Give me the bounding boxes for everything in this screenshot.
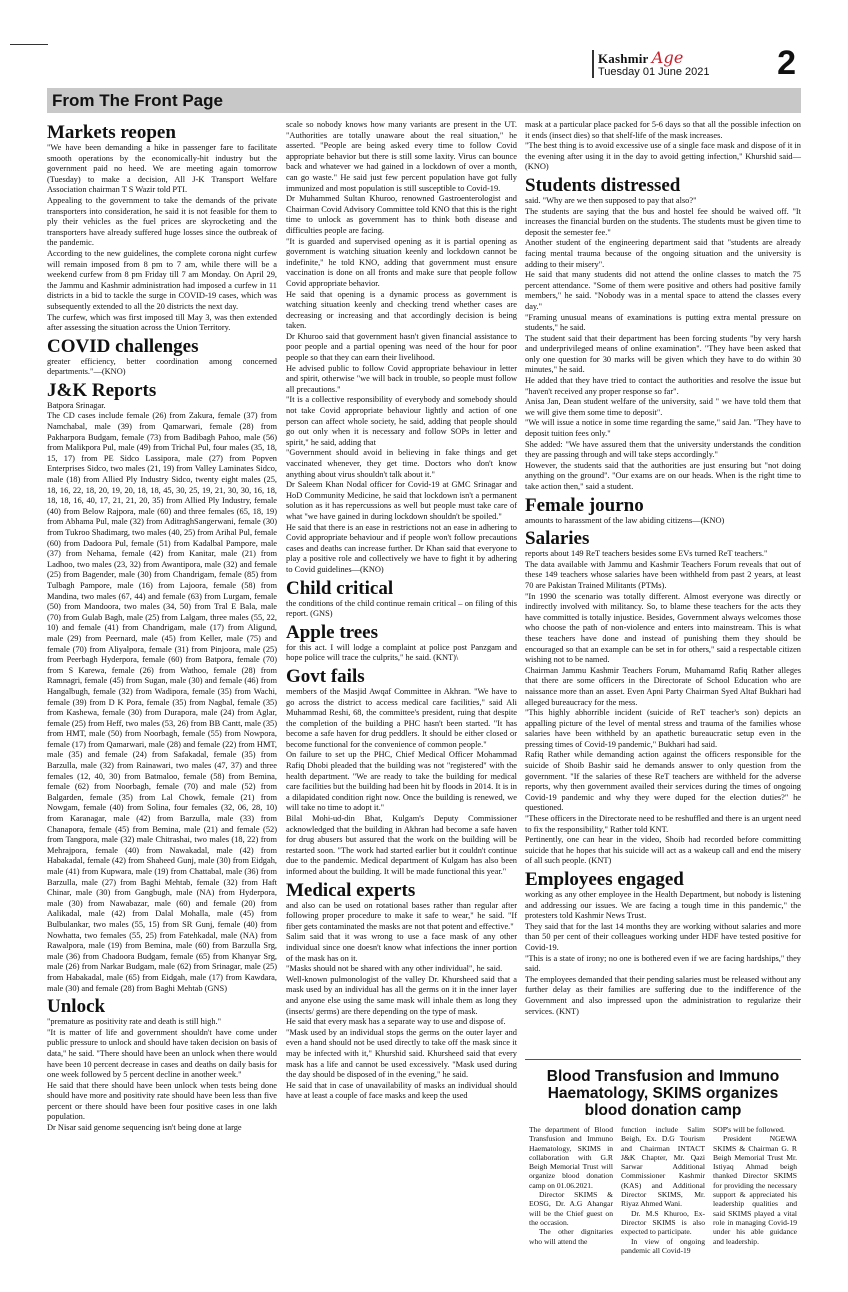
- article-paragraph: "This highly abhorrible incident (suicide of ReT teacher's son) depicts an appalling picture of the level of mental stress and trauma of the families whose salaries have been withheld by an apathetic bureaucratic setup even in the pressing times of Covid-19 pandemic," Bukhari had said.: [525, 708, 801, 749]
- headline-students-distressed: Students distressed: [525, 174, 681, 196]
- article-paragraph: Dr Saleem Khan Nodal officer for Covid-19 at GMC Srinagar and HoD Community Medicine, he said that lockdown isn't a permanent solution as it has repercussions as well but people must take care of what "we have gained in during lockdown shouldn't be spoiled.": [286, 480, 517, 521]
- masthead-name-kashmir: Kashmir: [598, 51, 649, 66]
- article-paragraph: Rafiq Rather while demanding action against the officers responsible for the suicide of Shoib Bashir said he demands answer to only question from the government. "If the salaries of these ReT teachers are withheld for the adverse reports, why then government availed their services during the times of ongoing Covid-19 pandemic and why they were duped for the election duties?" he questioned.: [525, 750, 801, 813]
- article-paragraph: He said that in case of unavailability of masks an individual should have at least a couple of face masks and keep the used: [286, 1080, 517, 1101]
- headline-markets-reopen: Markets reopen: [47, 122, 176, 143]
- article-paragraph: He said that there should have been unlock when tests being done should have more and positivity rate should have been less than five percent or there should have been four positive cases in one lakh population.: [47, 1080, 277, 1122]
- article-paragraph: In view of ongoing pandemic all Covid-19: [621, 1236, 705, 1255]
- article-paragraph: for this act. I will lodge a complaint at police post Panzgam and hope police will trace the culprits," he said. (KNT)\: [286, 642, 517, 663]
- article-paragraph: Dr. M.S Khuroo, Ex-Director SKIMS is also expected to participate.: [621, 1208, 705, 1237]
- article-paragraph: Pertinently, one can hear in the video, Shoib had recorded before committing suicide that he hopes that his suicide will act as a wakeup call and end the misery of all such people. (KNT): [525, 835, 801, 866]
- article-paragraph: reports about 149 ReT teachers besides some EVs turned ReT teachers.": [525, 549, 768, 559]
- article-paragraph: The students are saying that the bus and hostel fee should be waived off. "It increases the financial burden on the students. The students must be given time to deposit the semester fee.": [525, 206, 801, 237]
- article-paragraph: "It is guarded and supervised opening as it is partial opening as government is watching situation keenly and lockdown cannot be indefinite," he told KNO, adding that government must ensure vaccination is done on all fronts and make sure that people follow Covid appropriate behavior.: [286, 236, 517, 288]
- article-paragraph: SOP's will be followed.: [713, 1125, 785, 1134]
- article-paragraph: function include Salim Beigh, Ex. D.G Tourism and Chairman INTACT J&K Chapter, Mr. Qazi Sarwar Additional Commissioner Kashmir (KAS) and Additional Director SKIMS, Mr. Riyaz Ahmed Wani.: [621, 1125, 705, 1209]
- article-paragraph: They said that for the last 14 months they are working without salaries and more than 50 per cent of their colleagues working under HDF have tested positive for Covid-19.: [525, 921, 801, 952]
- page-number: 2: [777, 44, 796, 82]
- masthead-date: Tuesday 01 June 2021: [598, 66, 710, 78]
- article-paragraph: "We will issue a notice in some time regarding the same," said Jan. "They have to deposit tuition fees only.": [525, 418, 801, 439]
- article-paragraph: "It is a collective responsibility of everybody and somebody should not take Covid appropriate behaviour lightly and action of one person can affect whole society, he said, adding that people should go out only when it is necessary and follow SOPs in letter and spirit," he said, adding that: [286, 395, 517, 447]
- article-paragraph: "These officers in the Directorate need to be reshuffled and there is an urgent need to fix the responsibility," Rather told KNT.: [525, 814, 801, 834]
- article-paragraph: Another student of the engineering department said that "students are already facing mental trauma because of the ongoing situation and the university is adding to their misery".: [525, 238, 801, 269]
- headline-salaries: Salaries: [525, 528, 590, 550]
- article-paragraph: "We have been demanding a hike in passenger fare to facilitate smooth operations by the economically-hit industry but the government paid no heed. We are meeting again tomorrow (Tuesday) to make a decision, All J-K Transport Welfare Association chairman T S Wazir told PTI.: [47, 143, 277, 195]
- article-paragraph: The department of Blood Transfusion and Immuno Haematology, SKIMS in collaboration with G.R Beigh Memorial Trust will organize blood donation camp on 01.06.2021.: [529, 1125, 613, 1190]
- article-paragraph: Dr Nisar said genome sequencing isn't being done at large: [47, 1123, 242, 1133]
- blood-camp-columns: [525, 1125, 801, 1255]
- article-paragraph: Appealing to the government to take the demands of the private transporters into consideration, he said it is not feasible for them to ply their vehicles as the fuel prices are skyrocketing and the transporters have already suffered huge losses since the outbreak of the pandemic.: [47, 195, 277, 248]
- blood-camp-article: [525, 1059, 801, 1255]
- masthead-name-age: Age: [651, 48, 684, 67]
- article-paragraph: She added: "We have assured them that the university understands the condition they are passing through and will take steps accordingly.": [525, 439, 801, 460]
- article-paragraph: amounts to harassment of the law abiding citizens—(KNO): [525, 515, 725, 525]
- article-paragraph: members of the Masjid Awqaf Committee in Akhran. "We have to go across the district to access medical care facilities," said Ali Muhammad Reshi, 68, the committee's president, ruing that despite the completion of the building a PHC hasn't been started. "It has become a safe haven for drug peddlers. It should be either closed or become functional for the convenience of common people.": [286, 686, 517, 749]
- article-paragraph: Dr Muhammed Sultan Khuroo, renowned Gastroenterologist and Chairman Covid Advisory Committee told KNO that this is the right time to unlock as government has to think both disease and difficulties people are facing.: [286, 194, 517, 235]
- article-paragraph: He said that many students did not attend the online classes to match the 75 percent attendance. "Some of them were positive and others had positive family members," he said. "Nobody was in a mental space to attend the classes every day.": [525, 270, 801, 311]
- headline-apple-trees: Apple trees: [286, 621, 378, 643]
- blood-camp-headline: Blood Transfusion and Immuno Haematology, SKIMS organizes blood donation camp: [546, 1068, 780, 1119]
- top-left-rule: [10, 44, 48, 45]
- masthead-name: [598, 48, 776, 67]
- article-paragraph: The CD cases include female (26) from Zakura, female (37) from Namchabal, male (39) from Qamarwari, female (28) from Pakharpora Budgam, female (73) from Badibagh Pahoo, male (56) from Malikpora Pul, male (49) from Trichal Pul, four males (35, 18, 15, 17) from PE Sidco Lassipora, male (27) from Popven Enterprises Sidco, two males (21, 19) from Valley Laminates Sidco, male (18) from Allied Ply Industry Sidco, twenty eight males (25, 18, 16, 22, 18, 20, 19, 20, 18, 18, 45, 30, 25, 19, 21, 30, 30, 16, 18, 18, 18, 16, 40, 17, 21, 21, 20, 35) from Allied Ply Industry, female (40) from Below Rajpora, male (60) and three females (65, 18, 19) from Abhama Pul, male (32) from AditraghSangerwani, female (30) from Tukroo Shadimarg, two males (40, 25) from Arihal Pul, female (60) from Dadoora Pul, female (51) from Kadalbal Pampore, male (37) from Nehama, female (42) from Kanitar, male (21) from Ladhoo, two males (23, 32) from Awantipora, male (32) and female (25) from Bagender, male (30) from Chandrigam, female (85) from Tulbagh Pampore, male (16) from Lajoora, female (58) from Mandina, two males (67, 44) and female (63) from Lurgam, female (50) from Mandoora, two males (34, 50) from Tral E Bala, male (70) from Gulab Bagh, male (25) from Lalgam, three males (55, 22, 10) and female (41) from Chandrigam, male (17) from Aligund, male (29) from Peernard, male (45) from Keller, male (75) and female (70) from Aliyalpora, female (31) from Pinjoora, male (25) from Peerbagh Hyderpora, female (60) from Batpora, female (70) from S Karewa, female (26) from Wathoo, female (28) from Ramnagri, female (45) from Sugan, male (30) and female (46) from Hangalbugh, female (32) from Wadipora, female (35) from Wachi, female (39) from D K Pora, female (35) from Nagbal, female (35) from Kashewa, female (30) from Durapora, male (24) from Aglar, female (25) from Heff, two males (53, 26) from BB Cantt, male (35) from HMT, male (50) from Noorbagh, female (55) from Nowpora, female (17) from Qamarwari, male (28) and female (22) from HMT, male (35) and female (24) from Safakadal, female (35) from Barzulla, male (32) from Rainawari, two males (47, 37) and three females (12, 40, 30) from Batmaloo, female (58) from Bemina, female (62) from Noorbagh, female (70) and male (52) from Balgarden, female (35) from Lal Chowk, female (21) from Nowgam, female (40) from Solina, four females (32, 06, 28, 10) from Karanagar, male (42) from Barzulla, male (33) from Chanapora, female (45) from Bemina, male (21) and female (52) from Tangpora, male (32) male Chitrashai, two males (18, 22) from Mehrajpora, female (40) from Nawakadal, male (42) from Habakadal, female (42) from Shaheed Gunj, male (30) from Eidgah, male (41) from Kupwara, male (19) from Chattabal, male (36) from Barzulla, male (27) from Baghi Mehtab, female (32) from Haft Chinar, male (30) from Gangbugh, male (NA) from Hyderpora, male (30) from Nawabazar, male (60) and female (20) from Aalikadal, male (42) from Dalal Mohalla, male (45) from Bulbulankar, two males (55, 15) from SR Gunj, female (40) from Nowhatta, two females (55, 25) from Fatehkadal, male (NA) from Rawalpora, male (19) from Bemina, male (60) from Barzulla Srg, male (36) from Chadoora Budgam, female (65) from Khanyar Srg, male (26) from Narkar Budgam, male (62) from Srinagar, male (25) from Habakadal, male (65) from Eidgah, male (17) from Kawdara, male (30) and female (28) from Baghi Mehtab (GNS): [47, 411, 277, 993]
- article-paragraph: Well-known pulmonologist of the valley Dr. Khursheed said that a mask used by an individual has all the germs on it in the inner layer and anyone else using the same mask will inhale them as long they (insects/ germs) are there depending on the type of mask.: [286, 974, 517, 1016]
- headline-covid-challenges: COVID challenges: [47, 335, 199, 357]
- article-paragraph: Chairman Jammu Kashmir Teachers Forum, Muhamamd Rafiq Rather alleges that there are some officers in the Directorate of School Education who are naissance more than an asset. Even Apni Party Chairman Syed Altaf Bukhari had alleged bureaucracy for the mess.: [525, 665, 801, 707]
- article-paragraph: "This is a state of irony; no one is bothered even if we are facing hardships," they said.: [525, 953, 801, 974]
- article-paragraph: Salim said that it was wrong to use a face mask of any other individual since one doesn't know what infections the inner portion of the mask has on it.: [286, 932, 517, 963]
- article-paragraph: scale so nobody knows how many variants are present in the UT. "Authorities are totally unaware about the real situation," he asserted. "People are being asked every time to follow Covid appropriate behavior but there is still some laxity. Virus can bounce back and whatever we had gained in a lockdown of over a month, can go waste." He said just few percent population have got fully immunized and most population is still susceptible to Covid-19.: [286, 120, 517, 193]
- article-paragraph: He added that they have tried to contact the authorities and resolve the issue but "haven't received any proper response so far".: [525, 376, 801, 396]
- masthead: [592, 48, 776, 78]
- article-paragraph: "In 1990 the scenario was totally different. Almost everyone was directly or indirectly involved with militancy. So, to blame these teachers for the acts they have committed is totally injustice. Besides, Government always welcomes those who choose the path of non-violence and enters into mainstream. This is what these teachers have done and instead of punishing them they should be encouraged so that an example can be set in for others," said a respectable citizen wishing not to be named.: [525, 591, 801, 665]
- article-paragraph: President NGEWA SKIMS & Chairman G. R Beigh Memorial Trust Mr. Istiyaq Ahmad beigh thanked Director SKIMS for providing the necessary support & appreciated his leadership qualities and said SKIMS played a vital role in managing Covid-19 under his able guidance and leadership.: [713, 1134, 797, 1246]
- article-paragraph: Batpora Srinagar.: [47, 400, 106, 410]
- article-paragraph: "Mask used by an individual stops the germs on the outer layer and even a hand should not be used directly to take off the mask since it may be infected with it," Khurshid said. Khursheed said that every mask has a life and cannot be used excessively. "Mask used during the day should be disposed of in the evening," he said.: [286, 1027, 517, 1080]
- blood-camp-column: [529, 1125, 613, 1255]
- headline-govt-fails: Govt fails: [286, 665, 365, 687]
- article-paragraph: On failure to set up the PHC, Chief Medical Officer Mohammad Rafiq Dhobi pleaded that the building was not "registered" with the health department. "We are ready to take the building for medical care facilities but the building had been hit by floods in 2014. It is in a dilapidated condition right now. Once the building is renewed, we will take no time to adopt it.": [286, 750, 517, 813]
- article-paragraph: "It is matter of life and government shouldn't have come under public pressure to unlock and should have taken decision on basis of data," he said. "There should have been an unlock when there would have been 10 percent decrease in cases and deaths on daily basis for one week followed by 5 percent decline in another week.": [47, 1027, 277, 1080]
- article-paragraph: According to the new guidelines, the complete corona night curfew will remain imposed from 8 pm to 7 am, while there will be a weekend curfew from 8 pm Friday till 7 am Monday. On April 29, the Jammu and Kashmir administration had imposed a curfew in 11 districts in a bid to tackle the surge in COVID-19 cases, which was subsequently extended to all the 20 districts the next day.: [47, 248, 277, 311]
- article-paragraph: "premature as positivity rate and death is still high.": [47, 1017, 222, 1027]
- article-paragraph: mask at a particular place packed for 5-6 days so that all the possible infection on it ends (insect dies) so that shelf-life of the mask increases.: [525, 120, 801, 140]
- article-paragraph: "Framing unusual means of examinations is putting extra mental pressure on students," he said.: [525, 312, 801, 333]
- article-paragraph: The data available with Jammu and Kashmir Teachers Forum reveals that out of these 149 teachers whose salaries have been withheld from past 2 years, at least 70 are Pakistan Trained Militants (PTMs).: [525, 559, 801, 590]
- column-2: [286, 120, 517, 1102]
- article-paragraph: The other dignitaries who will attend the: [529, 1227, 613, 1246]
- article-paragraph: and also can be used on rotational bases rather than regular after following proper procedure to make it safe to wear," he said. "If fiber gets contaminated the masks are not that potent and effective.": [286, 900, 517, 931]
- blood-camp-column: [713, 1125, 797, 1255]
- article-paragraph: He said that there is an ease in restrictions not an ease in adhering to Covid appropriate behaviour and if people won't follow precautions cases and deaths can increase further. Dr Khan said that everyone to play a positive role and collectively we have to fight it by adhering to Covid guidelines—(KNO): [286, 522, 517, 574]
- article-paragraph: The employees demanded that their pending salaries must be released without any further delay as their families are suffering due to the indifference of the Government and also impressed upon the administration to regularize their services. (KNT): [525, 974, 801, 1016]
- article-paragraph: The student said that their department has been forcing students "by very harsh and underprivileged means of online examination". "They have been asked that only one question for 30 marks will be given which they have to do within 30 minutes," he said.: [525, 333, 801, 375]
- article-paragraph: the conditions of the child continue remain critical – on filing of this report. (GNS): [286, 598, 517, 619]
- article-paragraph: Director SKIMS & EOSG, Dr. A.G Ahangar will be the Chief guest on the occasion.: [529, 1190, 613, 1227]
- article-paragraph: "The best thing is to avoid excessive use of a single face mask and dispose of it in the evening after using it in the day to avoid getting infection," Khurshid said—(KNO): [525, 141, 801, 172]
- article-paragraph: working as any other employee in the Health Department, but nobody is listening and addressing our issues. We are facing a tough time in this pandemic," the protesters told Kashmir News Trust.: [525, 890, 801, 921]
- headline-child-critical: Child critical: [286, 577, 394, 599]
- article-paragraph: "Masks should not be shared with any other individual", he said.: [286, 964, 503, 974]
- article-paragraph: greater efficiency, better coordination among concerned departments."—(KNO): [47, 356, 277, 377]
- article-paragraph: "Government should avoid in believing in fake things and get vaccinated whenever, they get time. Doctors who don't know anything about virus shouldn't talk about it.": [286, 448, 517, 479]
- headline-unlock: Unlock: [47, 996, 106, 1018]
- article-paragraph: He advised public to follow Covid appropriate behaviour in letter and spirit, otherwise "we will back in trouble, so people must follow all precautions.": [286, 363, 517, 394]
- column-3: [525, 120, 801, 1017]
- article-paragraph: Anisa Jan, Dean student welfare of the university, said " we have told them that we will give them some time to deposit".: [525, 397, 801, 417]
- headline-employees-engaged: Employees engaged: [525, 869, 684, 890]
- article-paragraph: He said that every mask has a separate way to use and dispose of.: [286, 1017, 506, 1027]
- article-paragraph: said. "Why are we then supposed to pay that also?": [525, 195, 697, 205]
- column-1: [47, 120, 277, 1134]
- article-paragraph: The curfew, which was first imposed till May 3, was then extended after assessing the situation across the Union Territory.: [47, 312, 277, 333]
- headline-female-journo: Female journo: [525, 494, 644, 516]
- headline-j-k-reports: J&K Reports: [47, 379, 157, 401]
- article-paragraph: However, the students said that the authorities are just ensuring but "not doing anything on the ground". "Our exams are on our heads. When is the right time to take action then," said a student.: [525, 460, 801, 491]
- section-title: From The Front Page: [52, 91, 223, 110]
- article-paragraph: Dr Khuroo said that government hasn't given financial assistance to poor people and a partial opening was need of the hour for poor people so that they can earn their livelihood.: [286, 331, 517, 363]
- article-paragraph: Bilal Mohi-ud-din Bhat, Kulgam's Deputy Commissioner acknowledged that the building in Akhran had become a safe haven for drug abusers but assured that the work on the building will be restarted soon. "The work had started earlier but it couldn't continue due to the pandemic. Medical department of Kulgam has also been informed about the building. It will be made functional this year.": [286, 814, 517, 876]
- article-paragraph: He said that opening is a dynamic process as government is watching situation keenly and checking trend whether cases are decreasing or increasing and that accordingly decision is being taken.: [286, 289, 517, 331]
- headline-medical-experts: Medical experts: [286, 879, 416, 901]
- blood-camp-column: [621, 1125, 705, 1255]
